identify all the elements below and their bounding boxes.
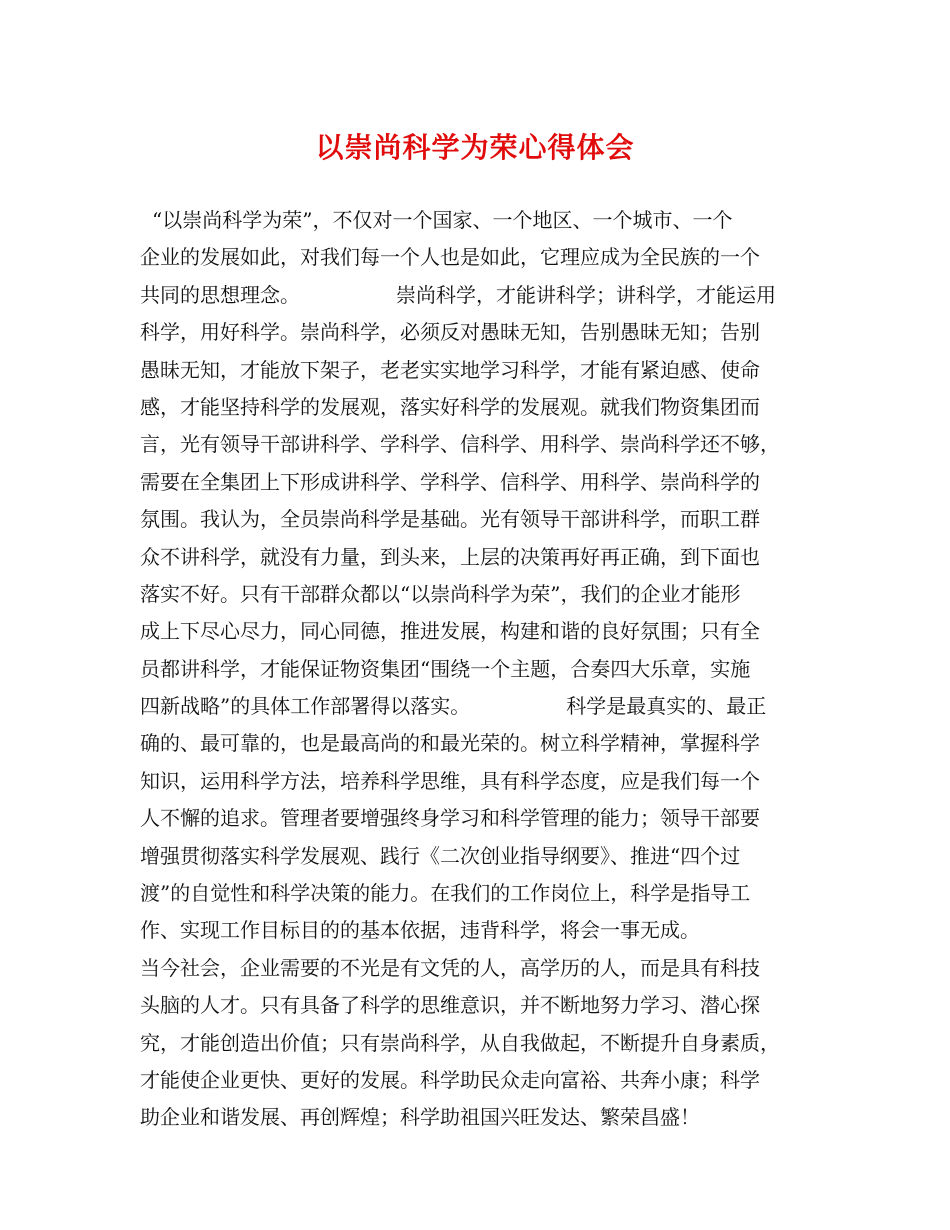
body-line-text: 渡”的自觉性和科学决策的能力。在我们的工作岗位上，科学是指导工 xyxy=(140,881,751,906)
body-line-text: 作、实现工作目标目的的基本依据，违背科学，将会一事无成。 xyxy=(140,918,700,943)
body-line-text: 确的、最可靠的，也是最高尚的和最光荣的。树立科学精神，掌握科学 xyxy=(140,731,760,756)
body-line-3 xyxy=(140,277,816,314)
body-line-13 xyxy=(140,651,816,688)
body-line-24 xyxy=(140,1062,816,1099)
body-line-text: 究，才能创造出价值；只有崇尚科学，从自我做起，不断提升自身素质， xyxy=(140,1030,780,1055)
body-line-text: 人不懈的追求。管理者要增强终身学习和科学管理的能力；领导干部要 xyxy=(140,806,760,831)
body-line-6 xyxy=(140,389,816,426)
body-line-9 xyxy=(140,501,816,538)
body-line-2 xyxy=(140,239,816,276)
document-title: 以崇尚科学为荣心得体会 xyxy=(315,131,635,164)
body-line-15 xyxy=(140,725,816,762)
body-line-14 xyxy=(140,688,816,725)
body-line-text: 愚昧无知，才能放下架子，老老实实地学习科学，才能有紧迫感、使命 xyxy=(140,357,760,382)
body-line-text: 员都讲科学，才能保证物资集团“围绕一个主题，合奏四大乐章，实施 xyxy=(140,656,751,681)
body-line-20 xyxy=(140,912,816,949)
body-line-text: 四新战略”的具体工作部署得以落实。 xyxy=(140,694,471,719)
body-line-text: 崇尚科学，才能讲科学；讲科学，才能运用 xyxy=(396,282,776,307)
body-line-22 xyxy=(140,987,816,1024)
body-line-21 xyxy=(140,950,816,987)
body-line-text: 当今社会，企业需要的不光是有文凭的人，高学历的人，而是具有科技 xyxy=(140,955,760,980)
body-line-17 xyxy=(140,800,816,837)
body-line-text: 落实不好。只有干部群众都以“以崇尚科学为荣”，我们的企业才能形 xyxy=(140,581,741,606)
body-line-23 xyxy=(140,1025,816,1062)
body-line-5 xyxy=(140,352,816,389)
body-line-7 xyxy=(140,426,816,463)
document-body xyxy=(140,202,816,1137)
body-line-4 xyxy=(140,314,816,351)
body-line-1 xyxy=(140,202,816,239)
body-line-text: 众不讲科学，就没有力量，到头来，上层的决策再好再正确，到下面也 xyxy=(140,544,760,569)
body-line-text: 头脑的人才。只有具备了科学的思维意识，并不断地努力学习、潜心探 xyxy=(140,993,760,1018)
body-line-text: 感，才能坚持科学的发展观，落实好科学的发展观。就我们物资集团而 xyxy=(140,394,760,419)
body-line-text: 共同的思想理念。 xyxy=(140,282,300,307)
body-line-12 xyxy=(140,613,816,650)
body-line-19 xyxy=(140,875,816,912)
body-line-10 xyxy=(140,539,816,576)
body-line-11 xyxy=(140,576,816,613)
body-line-25 xyxy=(140,1099,816,1136)
body-line-text: 企业的发展如此，对我们每一个人也是如此，它理应成为全民族的一个 xyxy=(140,245,760,270)
body-line-text: 言，光有领导干部讲科学、学科学、信科学、用科学、崇尚科学还不够， xyxy=(140,432,780,457)
body-line-text: 氛围。我认为，全员崇尚科学是基础。光有领导干部讲科学，而职工群 xyxy=(140,507,760,532)
body-line-text: 科学，用好科学。崇尚科学，必须反对愚昧无知，告别愚昧无知；告别 xyxy=(140,320,760,345)
body-line-text: “以崇尚科学为荣”，不仅对一个国家、一个地区、一个城市、一个 xyxy=(152,208,733,232)
body-line-text: 知识，运用科学方法，培养科学思维，具有科学态度，应是我们每一个 xyxy=(140,768,760,793)
body-line-text: 增强贯彻落实科学发展观、践行《二次创业指导纲要》、推进“四个过 xyxy=(140,843,741,868)
body-line-text: 才能使企业更快、更好的发展。科学助民众走向富裕、共奔小康；科学 xyxy=(140,1067,760,1092)
body-line-text: 科学是最真实的、最正 xyxy=(566,694,767,719)
body-line-text: 助企业和谐发展、再创辉煌；科学助祖国兴旺发达、繁荣昌盛！ xyxy=(140,1105,700,1130)
body-line-8 xyxy=(140,464,816,501)
body-line-text: 需要在全集团上下形成讲科学、学科学、信科学、用科学、崇尚科学的 xyxy=(140,469,760,494)
body-line-16 xyxy=(140,763,816,800)
body-line-text: 成上下尽心尽力，同心同德，推进发展，构建和谐的良好氛围；只有全 xyxy=(140,619,760,644)
body-line-18 xyxy=(140,838,816,875)
